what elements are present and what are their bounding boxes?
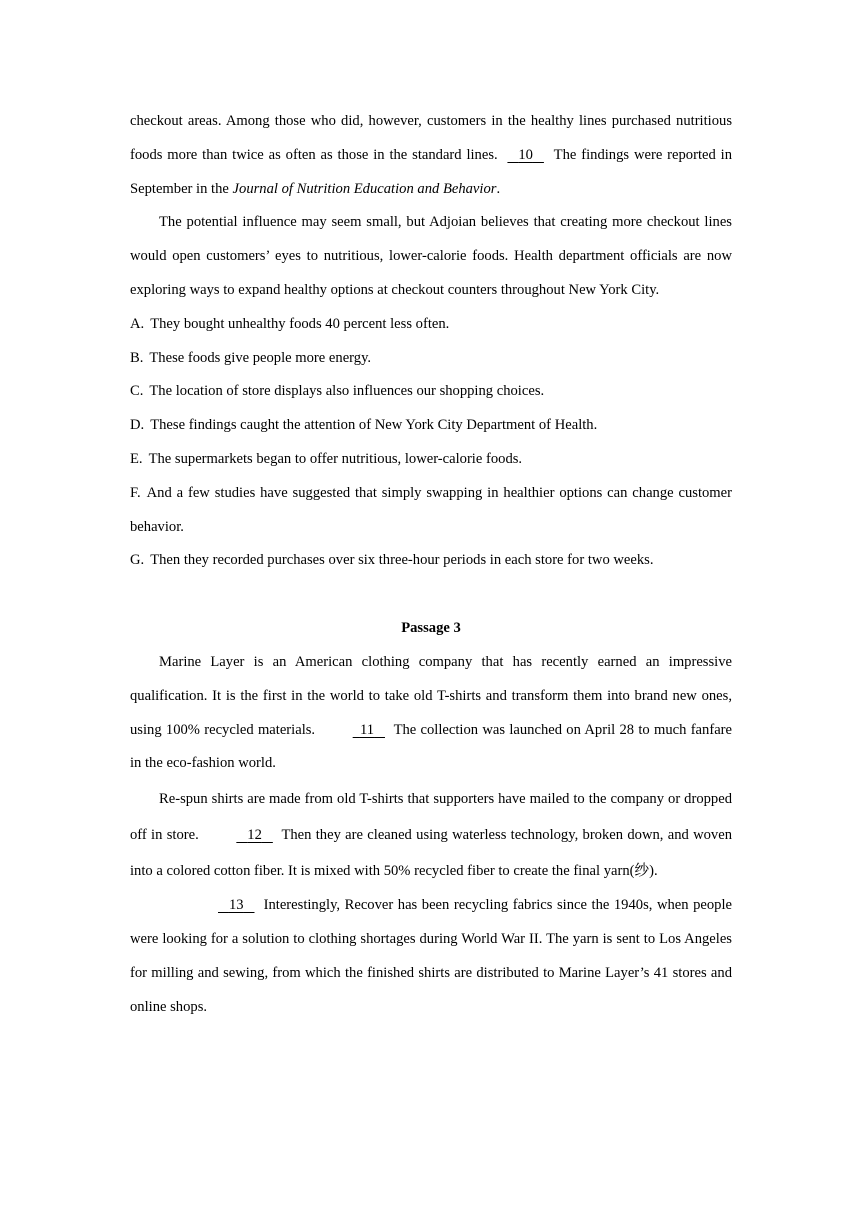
paragraph-text: checkout areas. Among those who did, however, customers in the healthy lines purchased nutritious foods more than twice as often as those in the standard lines. [130, 113, 732, 163]
option-g [130, 544, 732, 578]
journal-title: Journal of Nutrition Education and Behavior [232, 180, 497, 197]
answer-blank-10[interactable] [507, 139, 544, 173]
option-text: These findings caught the attention of New York City Department of Health. [150, 417, 598, 434]
option-d [130, 409, 732, 443]
option-letter: F. [130, 484, 141, 501]
passage3-paragraph-1 [130, 646, 732, 781]
option-letter: B. [130, 349, 144, 366]
document-page [130, 105, 732, 1024]
option-letter: A. [130, 315, 145, 332]
blank-number: 13 [228, 897, 244, 914]
paragraph-text: . [496, 180, 501, 197]
passage3-paragraph-2 [130, 781, 732, 889]
paragraph-text: Re-spun shirts are made from old T-shirts that supporters have mailed to the company or dropped off in store. [130, 791, 732, 844]
passage2-paragraph-2: The potential influence may seem small, but Adjoian believes that creating more checkout lines would open customers’ eyes to nutritious, lower-calorie foods. Health department officials are now exploring ways to expand healthy options at checkout counters throughout New York City. [130, 214, 732, 298]
answer-blank-13[interactable] [174, 889, 255, 923]
passage2-paragraph-1 [130, 105, 732, 206]
option-text: These foods give people more energy. [149, 349, 372, 366]
blank-number: 11 [359, 721, 375, 738]
options-list [130, 308, 732, 578]
paragraph-text: Marine Layer is an American clothing company that has recently earned an impressive qualification. It is the first in the world to take old T-shirts and transform them into brand new ones, using 100% recycled materials. [130, 653, 732, 738]
blank-number: 10 [518, 146, 533, 163]
option-letter: G. [130, 552, 145, 569]
option-text: The supermarkets began to offer nutritious, lower-calorie foods. [148, 450, 523, 467]
paragraph-text: The collection was launched on April 28 to much fanfare in the eco-fashion world. [130, 721, 733, 772]
option-text: They bought unhealthy foods 40 percent less often. [150, 315, 450, 332]
option-a [130, 308, 732, 342]
answer-blank-11[interactable] [324, 714, 385, 748]
option-letter: C. [130, 383, 144, 400]
passage3-paragraph-3 [130, 889, 732, 1024]
option-text: The location of store displays also influences our shopping choices. [149, 383, 545, 400]
option-b [130, 342, 732, 376]
option-c [130, 375, 732, 409]
blank-number: 12 [247, 827, 262, 844]
option-letter: D. [130, 417, 145, 434]
option-f [130, 477, 732, 545]
option-letter: E. [130, 450, 143, 467]
answer-blank-12[interactable] [207, 817, 273, 853]
paragraph-text: Interestingly, Recover has been recycling fabrics since the 1940s, when people were looking for a solution to clothing shortages during World War II. The yarn is sent to Los Angeles for milling and sewing, from which the finished shirts are distributed to Marine Layer’s 41 stores and online shops. [130, 897, 733, 1015]
option-e [130, 443, 732, 477]
paragraph-text: Then they are cleaned using waterless technology, broken down, and woven into a colored cotton fiber. It is mixed with 50% recycled fiber to create the final yarn(纱). [130, 827, 733, 880]
paragraph-text: The findings were reported in September in the [130, 146, 733, 197]
option-text: Then they recorded purchases over six three-hour periods in each store for two weeks. [150, 552, 654, 569]
option-text: And a few studies have suggested that simply swapping in healthier options can change customer behavior. [130, 484, 732, 535]
section-spacer [130, 578, 732, 612]
passage-heading: Passage 3 [401, 620, 461, 637]
